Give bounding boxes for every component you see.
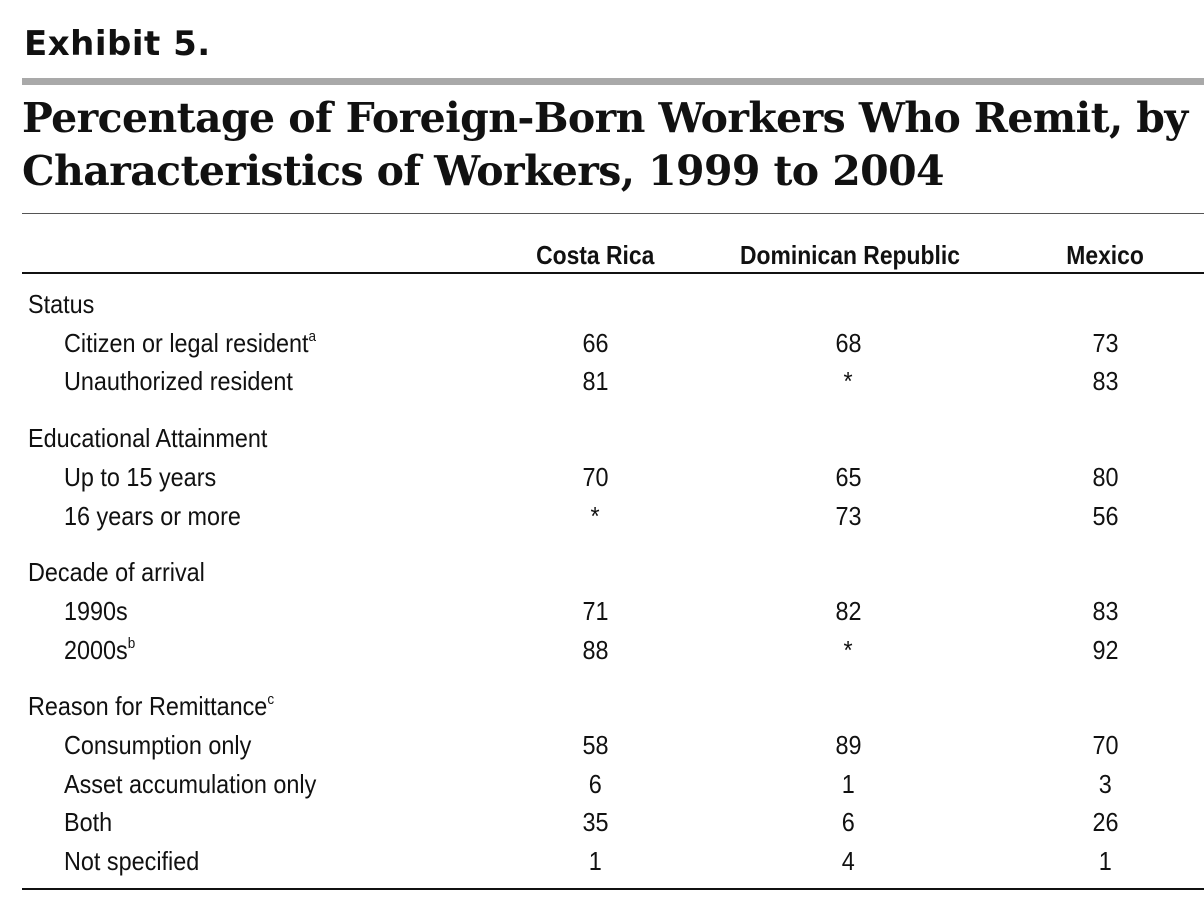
table-cell xyxy=(788,769,908,799)
table-cell xyxy=(535,769,655,799)
exhibit-label: Exhibit 5. xyxy=(24,24,211,64)
row-label xyxy=(64,501,261,531)
table-cell xyxy=(788,596,908,626)
cell-value: 3 xyxy=(1098,768,1112,799)
label-text: Citizen or legal resident xyxy=(64,327,309,358)
cell-value: 58 xyxy=(581,730,609,760)
cell-value: 92 xyxy=(1091,634,1119,665)
cell-value: 4 xyxy=(841,846,855,877)
table-cell xyxy=(1045,462,1165,492)
bottom-rule xyxy=(22,888,1204,890)
label-text: Decade of arrival xyxy=(28,557,205,588)
cell-value: 83 xyxy=(1091,595,1119,626)
label-text: 1990s xyxy=(64,595,128,626)
label-text: Status xyxy=(28,289,95,319)
row-label xyxy=(64,366,318,396)
table-cell xyxy=(1045,596,1165,626)
table-cell xyxy=(788,635,908,665)
row-label xyxy=(64,596,135,626)
column-header-costa-rica: Costa Rica xyxy=(535,240,655,270)
table-cell xyxy=(788,501,908,531)
table-cell xyxy=(1045,366,1165,396)
table-cell xyxy=(788,462,908,492)
cell-value: 65 xyxy=(834,461,862,492)
cell-value: 1 xyxy=(1098,846,1112,877)
cell-value: * xyxy=(843,634,853,665)
cell-value: 89 xyxy=(834,730,862,760)
cell-value: 6 xyxy=(588,768,602,799)
footnote-marker: c xyxy=(267,691,275,709)
table-cell xyxy=(535,328,655,358)
cell-value: * xyxy=(843,366,853,397)
cell-value: 81 xyxy=(581,366,609,397)
row-label xyxy=(64,730,272,760)
label-text: Both xyxy=(64,807,113,838)
row-label xyxy=(64,846,214,876)
cell-value: 71 xyxy=(581,595,609,626)
label-text: 16 years or more xyxy=(64,500,241,531)
label-text: Asset accumulation only xyxy=(64,768,317,799)
cell-value: 73 xyxy=(1091,327,1119,358)
table-cell xyxy=(535,501,655,531)
footnote-marker: a xyxy=(308,327,317,345)
table-cell xyxy=(1045,846,1165,876)
label-text: Consumption only xyxy=(64,730,252,760)
cell-value: 73 xyxy=(834,500,862,531)
table-cell xyxy=(788,846,908,876)
header-rule xyxy=(22,272,1204,274)
table-cell xyxy=(1045,328,1165,358)
section-heading xyxy=(28,423,294,453)
cell-value: 1 xyxy=(588,846,602,877)
cell-value: 35 xyxy=(581,807,609,838)
cell-value: 66 xyxy=(581,327,609,358)
table-cell xyxy=(1045,730,1165,760)
cell-value: 70 xyxy=(581,461,609,492)
table-cell xyxy=(535,462,655,492)
label-text: Unauthorized resident xyxy=(64,366,293,397)
table-cell xyxy=(788,366,908,396)
section-heading xyxy=(28,289,102,319)
row-label xyxy=(64,635,143,665)
table-cell xyxy=(535,596,655,626)
table-title: Percentage of Foreign-Born Workers Who Remit, by Characteristics of Workers, 1999 to 2004 xyxy=(22,94,1188,195)
table-cell xyxy=(535,730,655,760)
column-header-dominican-republic: Dominican Republic xyxy=(740,240,960,270)
table-cell xyxy=(788,328,908,358)
footnote-marker: b xyxy=(127,634,136,652)
cell-value: 6 xyxy=(841,807,855,838)
label-text: Educational Attainment xyxy=(28,423,268,454)
table-cell xyxy=(535,846,655,876)
row-label xyxy=(64,462,233,492)
title-rule xyxy=(22,213,1204,214)
section-heading xyxy=(28,557,225,587)
cell-value: 83 xyxy=(1091,366,1119,397)
label-text: 2000s xyxy=(64,634,128,665)
column-header-mexico: Mexico xyxy=(1066,240,1144,270)
cell-value: 56 xyxy=(1091,500,1119,531)
label-text: Up to 15 years xyxy=(64,461,217,492)
table-cell xyxy=(1045,769,1165,799)
cell-value: 82 xyxy=(834,595,862,626)
section-heading xyxy=(28,691,301,721)
cell-value: 80 xyxy=(1091,461,1119,492)
row-label xyxy=(64,807,118,837)
row-label xyxy=(64,328,344,358)
table-cell xyxy=(535,366,655,396)
top-rule xyxy=(22,78,1204,85)
cell-value: * xyxy=(590,500,600,531)
cell-value: 26 xyxy=(1091,807,1119,838)
cell-value: 1 xyxy=(841,768,855,799)
cell-value: 88 xyxy=(581,634,609,665)
table-cell xyxy=(788,730,908,760)
table-cell xyxy=(788,807,908,837)
cell-value: 68 xyxy=(834,327,862,358)
table-cell xyxy=(535,807,655,837)
label-text: Not specified xyxy=(64,846,200,877)
table-cell xyxy=(1045,635,1165,665)
cell-value: 70 xyxy=(1091,730,1119,760)
label-text: Reason for Remittance xyxy=(28,691,268,722)
table-cell xyxy=(1045,501,1165,531)
row-label xyxy=(64,769,344,799)
table-cell xyxy=(535,635,655,665)
table-cell xyxy=(1045,807,1165,837)
